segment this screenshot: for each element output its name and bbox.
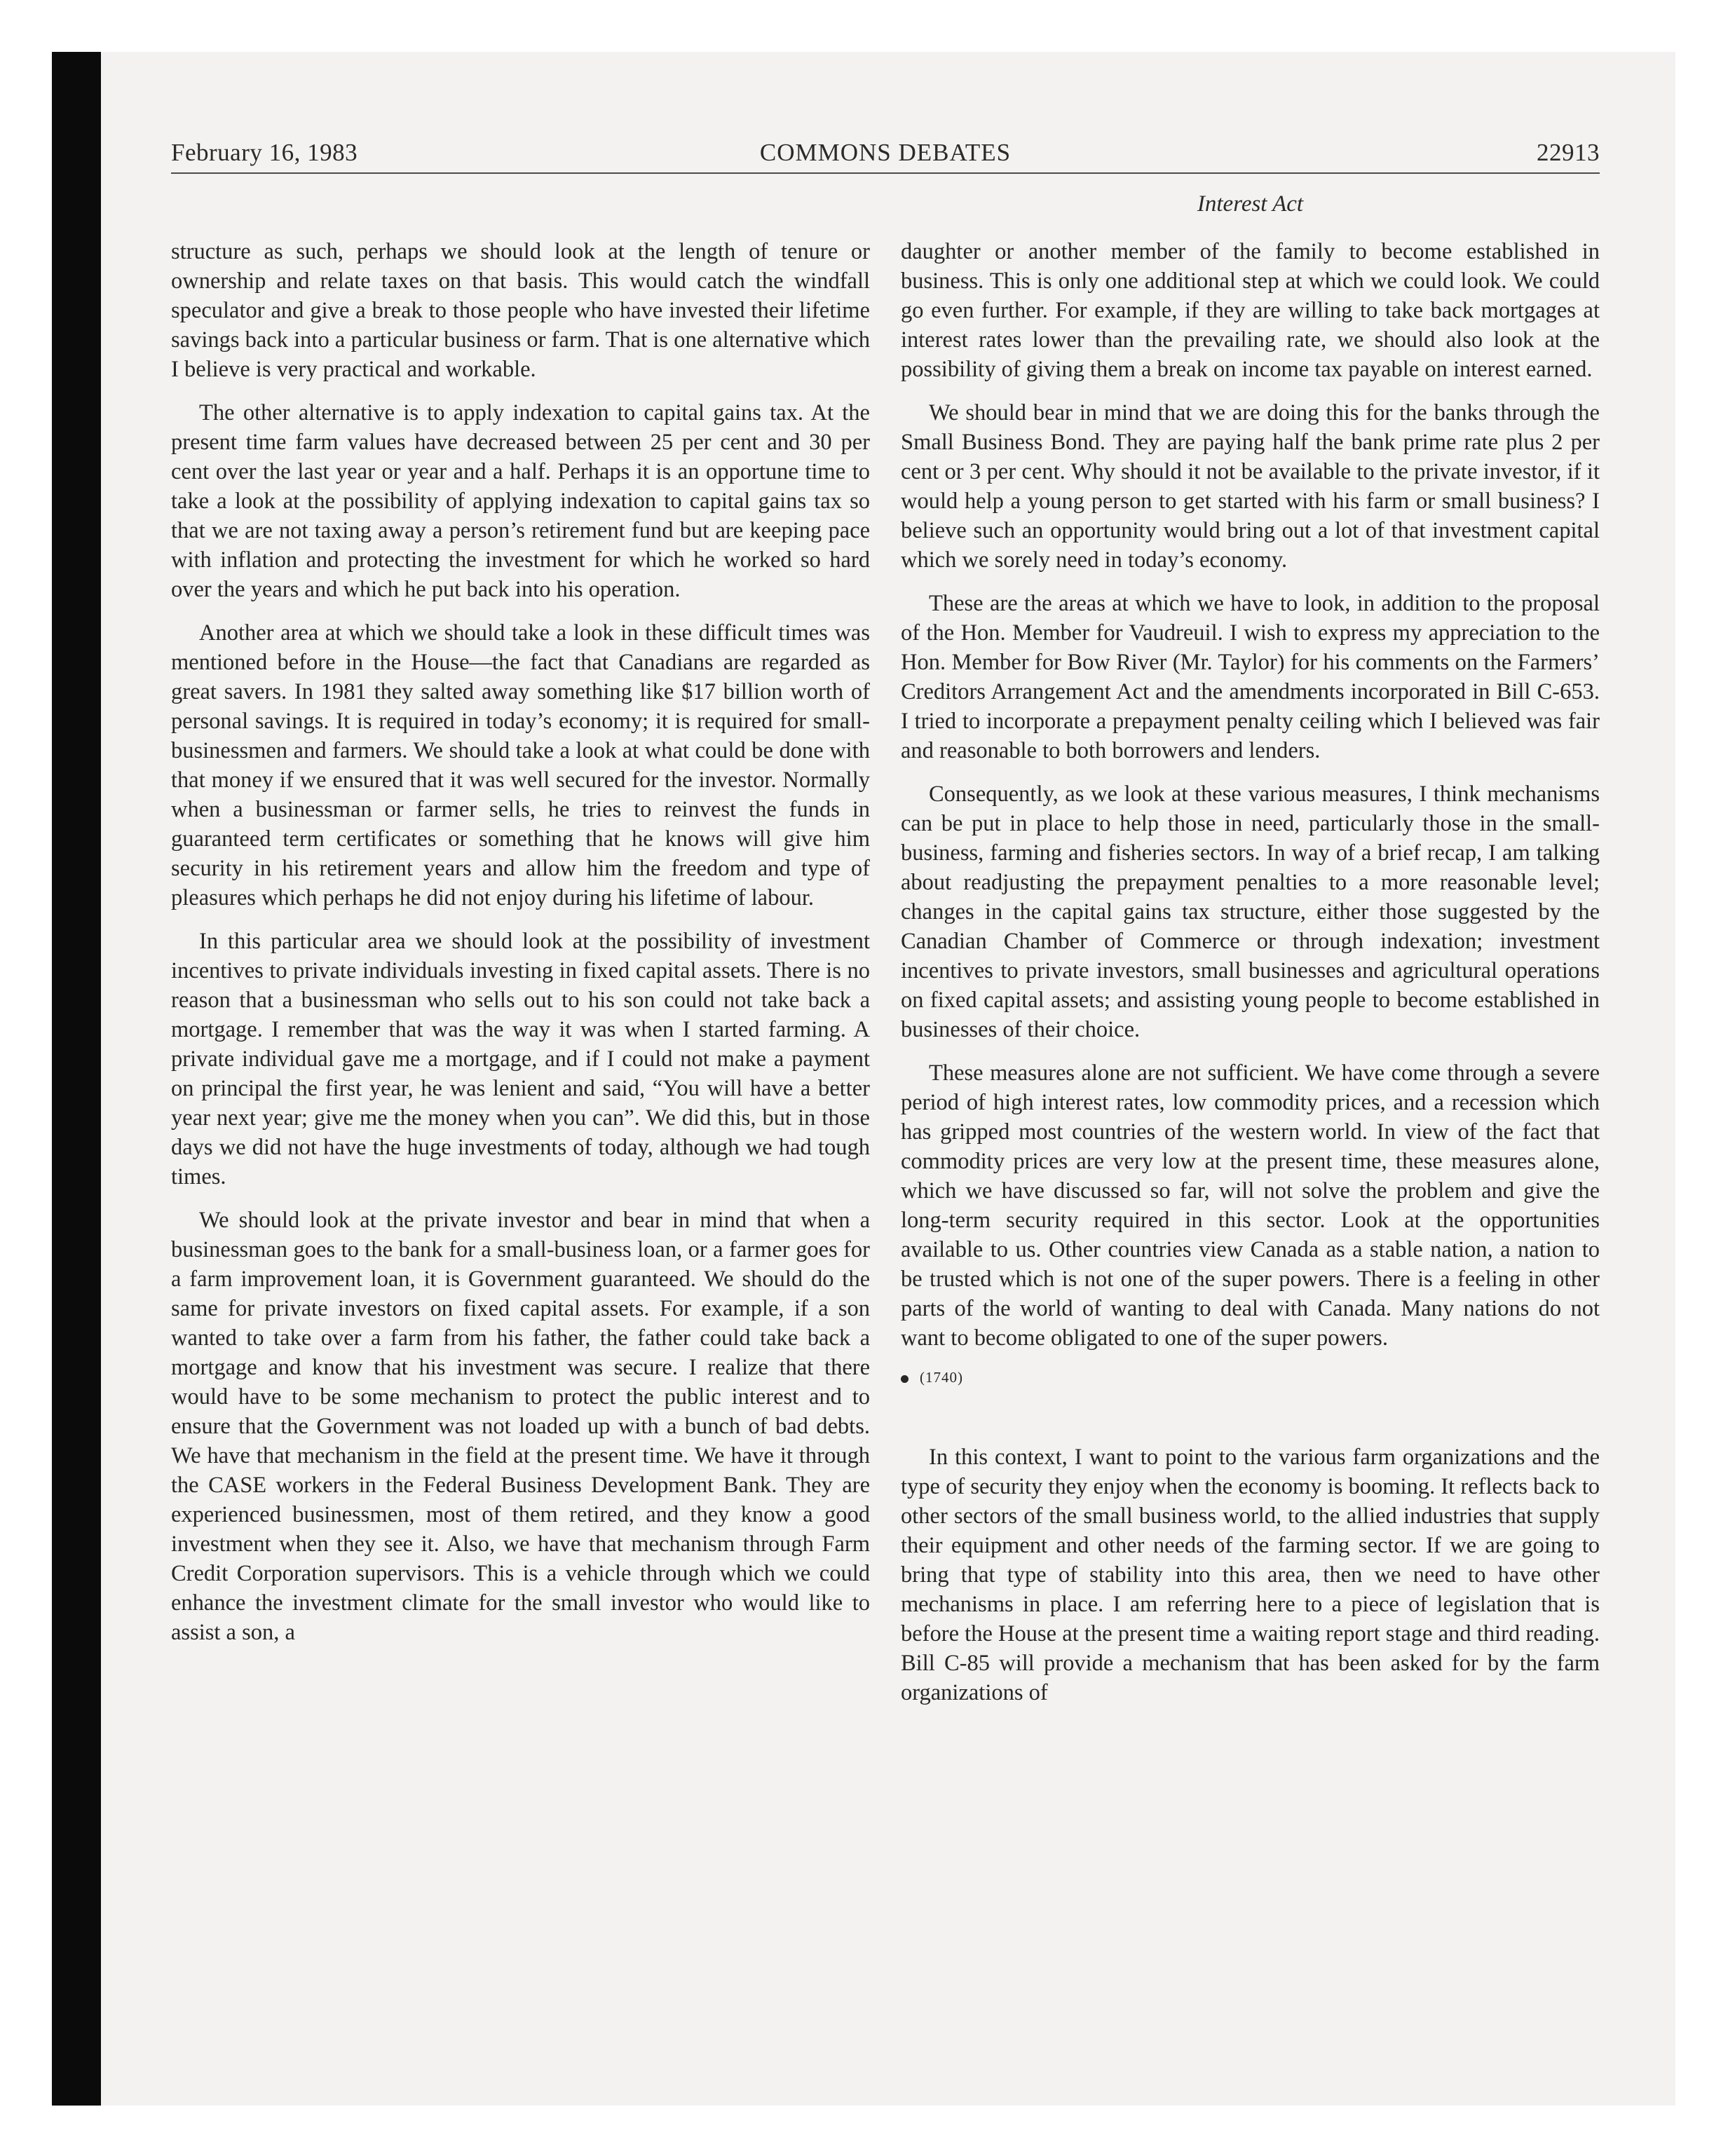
right-column xyxy=(901,237,1600,1721)
paragraph: These are the areas at which we have to look, in addition to the proposal of the Hon. Member for Vaudreuil. I wish to express my appreciation to the Hon. Member for Bow River (Mr. Taylor) for his comments on the Farmers’ Creditors Arrangement Act and the amendments incorporated in Bill C-653. I tried to incorporate a prepayment penalty ceiling which I believed was fair and reasonable to both borrowers and lenders. xyxy=(901,591,1600,763)
paragraph: We should look at the private investor and bear in mind that when a businessman goes to the bank for a small-business loan, or a farmer goes for a farm improvement loan, it is Government guaranteed. We should do the same for private investors on fixed capital assets. For example, if a son wanted to take over a farm from his father, the father could take back a mortgage and know that his investment was secure. I realize that there would have to be some mechanism to protect the public interest and to ensure that the Government was not loaded up with a bunch of bad debts. We have that mechanism in the field at the present time. We have it through the CASE workers in the Federal Business Development Bank. They are experienced businessmen, most of them retired, and they know a good investment when they see it. Also, we have that mechanism through Farm Credit Corporation supervisors. This is a vehicle through which we could enhance the investment climate for the small investor who would like to assist a son, a xyxy=(171,1208,870,1645)
header-date: February 16, 1983 xyxy=(171,139,358,166)
paragraph: daughter or another member of the family to become established in business. This is only one additional step at which we could look. We could go even further. For example, if they are willing to take back mortgages at interest rates lower than the prevailing rate, we should also look at the possibility of giving them a break on income tax payable on interest earned. xyxy=(901,239,1600,382)
scan-edge-shadow xyxy=(52,52,101,2106)
paragraph: The other alternative is to apply indexation to capital gains tax. At the present time farm values have decreased between 25 per cent and 30 per cent over the last year or year and a half. Perhaps it is an opportune time to take a look at the possibility of applying indexation to capital gains tax so that we are not taxing away a person’s retirement fund but are keeping pace with inflation and protecting the investment for which he worked so hard over the years and which he put back into his operation. xyxy=(171,400,870,602)
page-header xyxy=(171,139,1600,174)
time-marker-text: (1740) xyxy=(920,1369,963,1386)
paragraph: We should bear in mind that we are doing this for the banks through the Small Business Bond. They are paying half the bank prime rate plus 2 per cent or 3 per cent. Why should it not be available to the private investor, if it would help a young person to get started with his farm or small business? I believe such an opportunity would bring out a lot of that investment capital which we sorely need in today’s economy. xyxy=(901,400,1600,573)
section-title: Interest Act xyxy=(1197,191,1304,217)
time-marker xyxy=(901,1367,1600,1388)
paragraph: structure as such, perhaps we should look at the length of tenure or ownership and relate taxes on that basis. This would catch the windfall speculator and give a break to those people who have invested their lifetime savings back into a particular business or farm. That is one alternative which I believe is very practical and workable. xyxy=(171,239,870,382)
paragraph: Consequently, as we look at these various measures, I think mechanisms can be put in place to help those in need, particularly those in the small-business, farming and fisheries sectors. In way of a brief recap, I am talking about readjusting the prepayment penalties to a more reasonable level; changes in the capital gains tax structure, either those suggested by the Canadian Chamber of Commerce or through indexation; investment incentives to private investors, small businesses and agricultural operations on fixed capital assets; and assisting young people to become established in businesses of their choice. xyxy=(901,782,1600,1042)
left-column xyxy=(171,237,870,1661)
bullet-icon xyxy=(901,1375,909,1383)
paragraph: In this particular area we should look at the possibility of investment incentives to private individuals investing in fixed capital assets. There is no reason that a businessman who sells out to his son could not take back a mortgage. I remember that was the way it was when I started farming. A private individual gave me a mortgage, and if I could not make a payment on principal the first year, he was lenient and said, “You will have a better year next year; give me the money when you can”. We did this, but in those days we did not have the huge investments of today, although we had tough times. xyxy=(171,929,870,1189)
paragraph: Another area at which we should take a look in these difficult times was mentioned before in the House—the fact that Canadians are regarded as great savers. In 1981 they salted away something like $17 billion worth of personal savings. It is required in today’s economy; it is required for small-businessmen and farmers. We should take a look at what could be done with that money if we ensured that it was well secured for the investor. Normally when a businessman or farmer sells, he tries to reinvest the funds in guaranteed term certificates or something that he knows will give him security in his retirement years and allow him the freedom and type of pleasures which perhaps he did not enjoy during his lifetime of labour. xyxy=(171,620,870,910)
paragraph: In this context, I want to point to the various farm organizations and the type of security they enjoy when the economy is booming. It reflects back to other sectors of the small business world, to the allied industries that supply their equipment and other needs of the farming sector. If we are going to bring that type of stability into this area, then we need to have other mechanisms in place. I am referring here to a piece of legislation that is before the House at the present time a waiting report stage and third reading. Bill C-85 will provide a mechanism that has been asked for by the farm organizations of xyxy=(901,1445,1600,1705)
header-publication-title: COMMONS DEBATES xyxy=(759,139,1012,166)
header-page-number: 22913 xyxy=(1537,139,1600,166)
header-rule xyxy=(171,172,1600,174)
paragraph: These measures alone are not sufficient. We have come through a severe period of high interest rates, low commodity prices, and a recession which has gripped most countries of the western world. In view of the fact that commodity prices are very low at the present time, these measures alone, which we have discussed so far, will not solve the problem and give the long-term security required in this sector. Look at the opportunities available to us. Other countries view Canada as a stable nation, a nation to be trusted which is not one of the super powers. There is a feeling in other parts of the world of wanting to deal with Canada. Many nations do not want to become obligated to one of the super powers. xyxy=(901,1060,1600,1351)
